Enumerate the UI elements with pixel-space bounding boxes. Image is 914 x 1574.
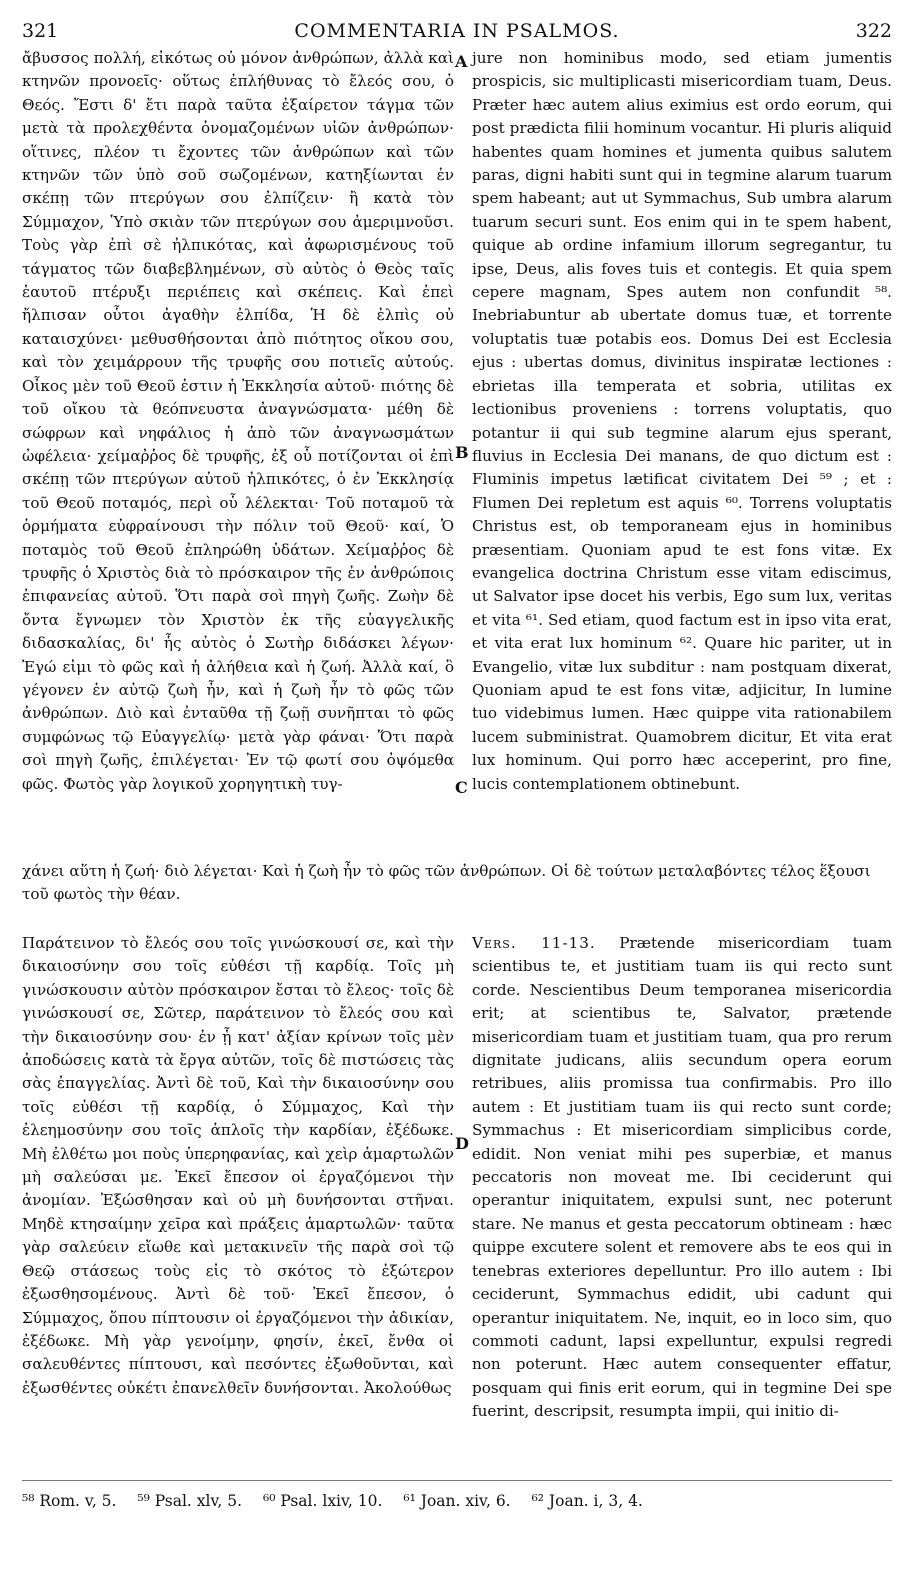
running-title: COMMENTARIA IN PSALMOS.: [294, 20, 620, 42]
margin-marker-a: A: [455, 52, 468, 71]
latin-column-top: [472, 47, 892, 796]
margin-marker-b: B: [455, 443, 469, 462]
page-number-right: 322: [855, 20, 892, 42]
margin-marker-c: C: [455, 778, 468, 797]
footnote-divider: [22, 1480, 892, 1481]
greek-column-bottom: [22, 932, 454, 1400]
greek-text-top: ἄβυσσος πολλή, εἰκότως οὐ μόνον ἀνθρώπων, ἀλλὰ καὶ κτηνῶν προνοεῖς· οὕτως ἐπλήθυνας τὸ ἔλεός σου, ὁ Θεός. Ἔστι δ' ἔτι παρὰ ταῦτα ἐξαίρετον τάγμα τῶν μετὰ τὰ προλεχθέντα ὀνομαζομένων υἱῶν ἀνθρώπων· οἵτινες, πλέον τι ἔχοντες τῶν ἀνθρώπων καὶ τῶν κτηνῶν τῶν ὑπὸ σοῦ σωζομένων, κατηξίωνται ἐν σκέπῃ τῶν πτερύγων σου ἐλπίζειν· ἢ κατὰ τὸν Σύμμαχον, Ὑπὸ σκιὰν τῶν πτερύγων σου ἀμεριμνοῦσι. Τοὺς γὰρ ἐπὶ σὲ ἠλπικότας, καὶ ἀφωρισμένους τοῦ τάγματος τῶν διαβεβλημένων, σὺ αὐτὸς ὁ Θεὸς ταῖς ἑαυτοῦ πτέρυξι περιέπεις καὶ σκέπεις. Καὶ ἐπεὶ ἤλπισαν οὗτοι ἀγαθὴν ἐλπίδα, Ἡ δὲ ἐλπὶς οὐ καταισχύνει· μεθυσθήσονται ἀπὸ πιότητος οἴκου σου, καὶ τὸν χειμάρρουν τῆς τρυφῆς σου ποτιεῖς αὐτούς. Οἶκος μὲν τοῦ Θεοῦ ἐστιν ἡ Ἐκκλησία αὐτοῦ· πιότης δὲ τοῦ οἴκου τὰ θεόπνευστα ἀναγνώσματα· μέθη δὲ σώφρων καὶ νηφάλιος ἡ ἀπὸ τῶν ἀναγνωσμάτων ὠφέλεια· χείμαῤῥος δὲ τρυφῆς, ἐξ οὗ ποτίζονται οἱ ἐπὶ σκέπῃ τῶν πτερύγων αὐτοῦ ἠλπικότες, ὁ ἐν Ἐκκλησίᾳ τοῦ Θεοῦ ποταμός, περὶ οὗ λέλεκται· Τοῦ ποταμοῦ τὰ ὁρμήματα εὐφραίνουσι τὴν πόλιν τοῦ Θεοῦ· καί, Ὁ ποταμὸς τοῦ Θεοῦ ἐπληρώθη ὑδάτων. Χείμαῤῥος δὲ τρυφῆς ὁ Χριστὸς διὰ τὸ πρόσκαιρον τῆς ἐν ἀνθρώποις ἐπιφανείας αὐτοῦ. Ὅτι παρὰ σοὶ πηγὴ ζωῆς. Ζωὴν δὲ ὄντα ἔγνωμεν τὸν Χριστὸν ἐκ τῆς εὐαγγελικῆς διδασκαλίας, δι' ἧς αὐτὸς ὁ Σωτὴρ διδάσκει λέγων· Ἐγώ εἰμι τὸ φῶς καὶ ἡ ἀλήθεια καὶ ἡ ζωή. Ἀλλὰ καί, ὃ γέγονεν ἐν αὐτῷ ζωὴ ἦν, καὶ ἡ ζωὴ ἦν τὸ φῶς τῶν ἀνθρώπων. Διὸ καὶ ἐνταῦθα τῇ ζωῇ συνῆπται τὸ φῶς συμφώνως τῷ Εὐαγγελίῳ· μετὰ γὰρ φάναι· Ὅτι παρὰ σοὶ πηγὴ ζωῆς, ἐπιλέγεται· Ἐν τῷ φωτί σου ὀψόμεθα φῶς. Φωτὸς γὰρ λογικοῦ χορηγητικὴ τυγ-: [22, 49, 454, 793]
footnote-60: ⁶⁰ Psal. lxiv, 10.: [262, 1492, 383, 1510]
latin-text-top: jure non hominibus modo, sed etiam jumentis prospicis, sic multiplicasti misericordiam tuam, Deus. Præter hæc autem alius eximius est ordo eorum, qui post prædicta filii hominum vocantur. Hi pluris aliquid habentes quam homines et jumenta quibus salutem paras, digni habiti sunt qui in tegmine alarum tuarum spem habeant; aut ut Symmachus, Sub umbra alarum tuarum securi sunt. Eos enim qui in te spem habent, quique ab ordine infamium illorum segregantur, tu ipse, Deus, alis foves tuis et contegis. Et quia spem cepere magnam, Spes autem non confundit ⁵⁸. Inebriabuntur ab ubertate domus tuæ, et torrente voluptatis tuæ potabis eos. Domus Dei est Ecclesia ejus : ubertas domus, divinitus inspiratæ lectiones : ebrietas illa temperata et sobria, utilitas ex lectionibus proveniens : torrens voluptatis, quo potantur ii qui sub tegmine alarum ejus sperant, fluvius in Ecclesia Dei manans, de quo dictum est : Fluminis impetus lætificat civitatem Dei ⁵⁹ ; et : Flumen Dei repletum est aquis ⁶⁰. Torrens voluptatis Christus est, ob temporaneam ejus in hominibus præsentiam. Quoniam apud te est fons vitæ. Ex evangelica doctrina Christum esse vitam ediscimus, ut Salvator ipse docet his verbis, Ego sum lux, veritas et vita ⁶¹. Sed etiam, quod factum est in ipso vita erat, et vita erat lux hominum ⁶². Quare hic pariter, ut in Evangelio, vitæ lux subditur : nam postquam dixerat, Quoniam apud te est fons vitæ, adjicitur, In lumine tuo videbimus lumen. Hæc quippe vita rationabilem lucem subministrat. Quamobrem dicitur, Et vita erat lux hominum. Qui porro hæc acceperint, pro fine, lucis contemplationem obtinebunt.: [472, 49, 892, 793]
footnote-61: ⁶¹ Joan. xiv, 6.: [403, 1492, 511, 1510]
latin-paragraph-bottom: [472, 932, 892, 1424]
greek-column-top: [22, 47, 454, 796]
footnote-58: ⁵⁸ Rom. v, 5.: [22, 1492, 117, 1510]
greek-continuation-line: χάνει αὕτη ἡ ζωή· διὸ λέγεται· Καὶ ἡ ζωὴ ἦν τὸ φῶς τῶν ἀνθρώπων. Οἱ δὲ τούτων μεταλαβόντες τέλος ἕξουσι τοῦ φωτὸς τὴν θέαν.: [22, 862, 871, 904]
greek-text-bottom: Παράτεινον τὸ ἔλεός σου τοῖς γινώσκουσί σε, καὶ τὴν δικαιοσύνην σου τοῖς εὐθέσι τῇ καρδίᾳ. Τοῖς μὴ γινώσκουσιν αὐτὸν πρόσκαιρον ἔσται τὸ ἔλεος· τοῖς δὲ γινώσκουσί σε, Σῶτερ, παράτεινον τὸ ἔλεός σου καὶ τὴν δικαιοσύνην σου· ἐν ᾗ κατ' ἀξίαν κρίνων τοῖς μὲν ἀποδώσεις κατὰ τὰ ἔργα αὐτῶν, τοῖς δὲ πιστώσεις τὰς σὰς ἐπαγγελίας. Ἀντὶ δὲ τοῦ, Καὶ τὴν δικαιοσύνην σου τοῖς εὐθέσι τῇ καρδίᾳ, ὁ Σύμμαχος, Καὶ τὴν ἐλεημοσύνην σου τοῖς ἁπλοῖς τὴν καρδίαν, ἐξέδωκε. Μὴ ἐλθέτω μοι ποὺς ὑπερηφανίας, καὶ χεὶρ ἁμαρτωλῶν μὴ σαλεύσαι με. Ἐκεῖ ἔπεσον οἱ ἐργαζόμενοι τὴν ἀνομίαν. Ἐξώσθησαν καὶ οὐ μὴ δυνήσονται στῆναι. Μηδὲ κτησαίμην χεῖρα καὶ πράξεις ἁμαρτωλῶν· ταῦτα γὰρ σαλεύειν εἴωθε καὶ μετακινεῖν τῆς παρὰ σοὶ τῷ Θεῷ στάσεως τοὺς εἰς τὸ σκότος τὸ ἐξώτερον ἐξωσθησομένους. Ἀντὶ δὲ τοῦ· Ἐκεῖ ἔπεσον, ὁ Σύμμαχος, ὅπου πίπτουσιν οἱ ἐργαζόμενοι τὴν ἀδικίαν, ἐξέδωκε. Μὴ γὰρ γενοίμην, φησίν, ἐκεῖ, ἔνθα οἱ σαλευθέντες πίπτουσι, καὶ πεσόντες ἐξωθοῦνται, καὶ ἐξωσθέντες οὐκέτι ἐπανελθεῖν δυνήσονται. Ἀκολούθως: [22, 934, 454, 1397]
latin-column-bottom: [472, 932, 892, 1424]
margin-marker-d: D: [455, 1134, 469, 1153]
footnotes: [22, 1490, 890, 1512]
footnote-59: ⁵⁹ Psal. xlv, 5.: [137, 1492, 243, 1510]
latin-text-bottom: Prætende misericordiam tuam scientibus te, et justitiam tuam iis qui recto sunt corde. Nescientibus Deum temporanea misericordia erit; at scientibus te, Salvator, prætende misericordiam tuam et justitiam tuam, qua pro rerum dignitate judicans, aliis secundum opera eorum retribues, aliis promissa tua confirmabis. Pro illo autem : Et justitiam tuam iis qui recto sunt corde; Symmachus : Et misericordiam simplicibus corde, edidit. Non veniat mihi pes superbiæ, et manus peccatoris non moveat me. Ibi ceciderunt qui operantur iniquitatem, expulsi sunt, nec poterunt stare. Ne manus et gesta peccatorum obtineam : hæc quippe excutere solent et removere abs te eos qui in tenebras exteriores depelluntur. Pro illo autem : Ibi ceciderunt, Symmachus edidit, ubi cadunt qui operantur iniquitatem. Ne, inquit, eo in loco sim, quo commoti cadunt, lapsi expelluntur, expulsi regredi non poterunt. Hæc autem consequenter effatur, posquam qui finis erit eorum, qui in tegmine Dei spe fuerint, descripsit, resumpta impii, qui initio di-: [472, 934, 893, 1421]
page-number-left: 321: [22, 20, 59, 42]
running-header: [0, 6, 914, 46]
verse-reference: Vers. 11-13.: [472, 934, 596, 952]
footnote-62: ⁶² Joan. i, 3, 4.: [531, 1492, 643, 1510]
